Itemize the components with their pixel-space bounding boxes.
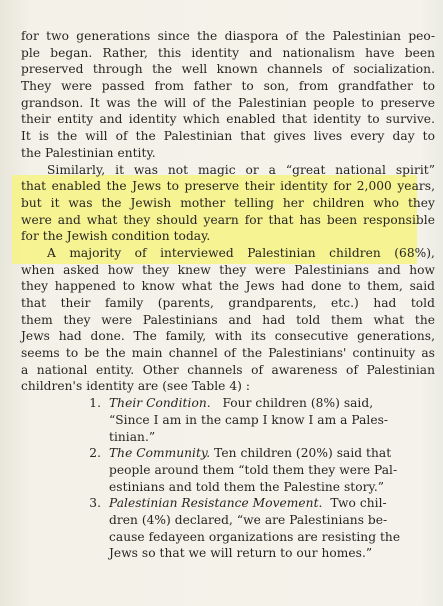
text-line: They were passed from father to son, from grandfather to (21, 79, 435, 94)
text-line: for two generations since the diaspora of the Palestinian peo- (21, 29, 435, 43)
list-item-text: Ten children (20%) said that (214, 446, 392, 461)
text-line: the Palestinian entity. (21, 145, 156, 160)
text-line: Similarly, it was not magic or a “great national spirit” (47, 162, 435, 177)
paragraph-jewish-mother (21, 162, 435, 245)
list-item-line: people around them “told them they were Pal- (109, 462, 398, 477)
paragraph-diaspora-identity (21, 28, 435, 162)
list-number: 2. (89, 446, 101, 461)
channels-list (21, 395, 435, 562)
list-item-title: The Community. (109, 446, 211, 461)
text-line: that enabled the Jews to preserve their identity for 2,000 years, (21, 179, 435, 194)
list-item (21, 495, 435, 562)
list-item-title: Their Condition. (109, 396, 211, 411)
text-line: them they were Palestinians and had told them what the (21, 312, 435, 327)
text-line: a national entity. Other channels of awareness of Palestinian (21, 362, 435, 377)
paragraph-survey-results (21, 245, 435, 395)
list-item-text: Four children (8%) said, (222, 396, 374, 411)
list-item-line: estinians and told them the Palestine story.” (109, 479, 385, 494)
list-item-line: “Since I am in the camp I know I am a Pales- (109, 412, 389, 427)
text-line: but it was the Jewish mother telling her children who they (21, 195, 435, 210)
list-item-title: Palestinian Resistance Movement. (109, 496, 323, 511)
text-line: preserved through the well known channels of socialization. (21, 62, 435, 77)
list-item-line: tinian.” (109, 429, 156, 444)
list-item-line: cause fedayeen organizations are resisting the (109, 529, 401, 544)
list-item-text: Two chil- (330, 496, 387, 511)
list-item-first-line (21, 445, 435, 462)
text-line: grandson. It was the will of the Palestinian people to preserve (21, 95, 435, 110)
text-line: they happened to know what the Jews had done to them, said (21, 279, 435, 294)
text-line: A majority of interviewed Palestinian children (68%), (47, 245, 435, 260)
text-line: children's identity are (see Table 4) : (21, 379, 251, 394)
list-number: 1. (89, 396, 101, 411)
text-line: It is the will of the Palestinian that gives lives every day to (21, 129, 435, 144)
text-line: when asked how they knew they were Palestinians and how (21, 262, 435, 277)
list-item-first-line (21, 395, 435, 412)
text-line: ple began. Rather, this identity and nationalism have been (21, 45, 435, 60)
text-line: Jews had done. The family, with its consecutive generations, (21, 329, 435, 344)
text-line: for the Jewish condition today. (21, 229, 211, 244)
list-item (21, 395, 435, 445)
list-number: 3. (89, 496, 101, 511)
list-item-first-line (21, 495, 435, 512)
page-body (21, 28, 435, 562)
list-item (21, 445, 435, 495)
text-line: their entity and identity which enabled that identity to survive. (21, 112, 435, 127)
list-item-line: Jews so that we will return to our homes.” (109, 546, 373, 561)
list-item-line: dren (4%) declared, “we are Palestinians be- (109, 512, 388, 527)
text-line: that their family (parents, grandparents, etc.) had told (21, 296, 435, 310)
text-line: seems to be the main channel of the Palestinians' continuity as (21, 346, 435, 361)
text-line: were and what they should yearn for that has been responsible (21, 212, 435, 227)
